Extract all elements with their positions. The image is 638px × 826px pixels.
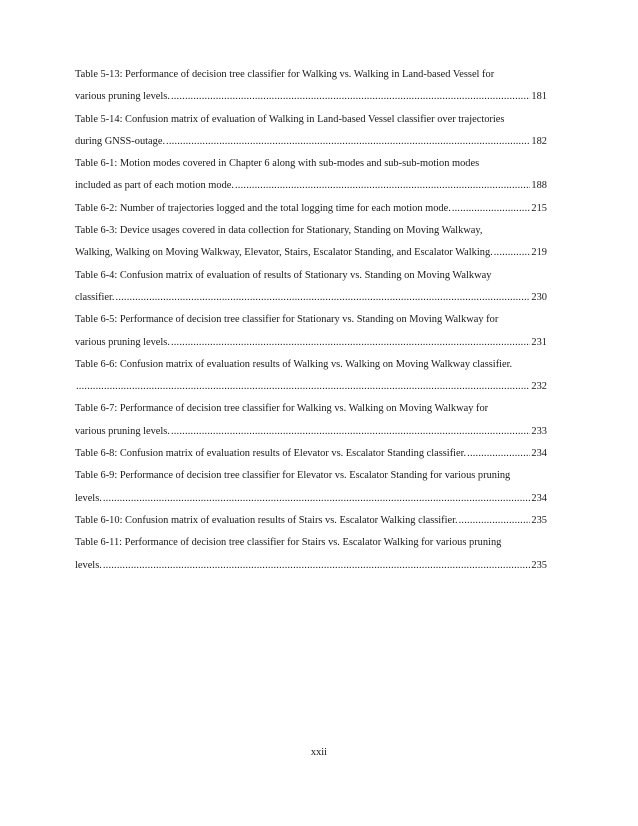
toc-entry-leader-line xyxy=(75,242,547,264)
toc-entry-page-number: 235 xyxy=(531,559,547,571)
toc-entry[interactable] xyxy=(75,532,547,577)
toc-entry-text: Table 6-11: Performance of decision tree classifier for Stairs vs. Escalator Walking for various pruning xyxy=(75,537,502,549)
toc-entry-text: Table 6-1: Motion modes covered in Chapter 6 along with sub-modes and sub-sub-motion modes xyxy=(75,158,480,170)
list-of-tables xyxy=(75,64,547,577)
toc-entry[interactable] xyxy=(75,398,547,443)
toc-entry[interactable] xyxy=(75,510,547,532)
toc-entry[interactable] xyxy=(75,354,547,399)
dot-leader xyxy=(171,421,530,443)
toc-entry[interactable] xyxy=(75,309,547,354)
toc-entry-title xyxy=(75,354,547,376)
toc-entry[interactable] xyxy=(75,265,547,310)
toc-entry-page-number: 233 xyxy=(531,425,547,437)
toc-entry[interactable] xyxy=(75,109,547,154)
dot-leader xyxy=(467,443,530,465)
toc-entry-text: levels. xyxy=(75,559,102,571)
dot-leader xyxy=(103,488,531,510)
toc-entry-leader-line xyxy=(75,86,547,108)
toc-entry-text: during GNSS-outage. xyxy=(75,135,166,147)
toc-entry-text: Table 6-5: Performance of decision tree classifier for Stationary vs. Standing on Moving Walkway for xyxy=(75,314,499,326)
toc-entry-title xyxy=(75,64,547,86)
toc-entry-page-number: 215 xyxy=(531,202,547,214)
toc-entry[interactable] xyxy=(75,465,547,510)
toc-entry[interactable] xyxy=(75,64,547,109)
toc-entry-text: Table 6-8: Confusion matrix of evaluation results of Elevator vs. Escalator Standing classifier. xyxy=(75,448,467,460)
toc-entry-text: classifier. xyxy=(75,291,115,303)
dot-leader xyxy=(166,131,530,153)
toc-entry-title xyxy=(75,465,547,487)
toc-entry-leader-line xyxy=(75,376,547,398)
toc-entry-text: Table 6-2: Number of trajectories logged and the total logging time for each motion mode. xyxy=(75,202,451,214)
dot-leader xyxy=(103,555,531,577)
toc-entry-leader-line xyxy=(75,332,547,354)
toc-entry-page-number: 231 xyxy=(531,336,547,348)
toc-entry-title xyxy=(75,398,547,420)
toc-entry-text: various pruning levels. xyxy=(75,91,170,103)
toc-entry-leader-line xyxy=(75,287,547,309)
toc-entry-leader-line xyxy=(75,555,547,577)
toc-entry-text: Table 5-13: Performance of decision tree classifier for Walking vs. Walking in Land-based Vessel for xyxy=(75,69,495,80)
toc-entry-leader-line xyxy=(75,510,547,532)
toc-entry-leader-line xyxy=(75,198,547,220)
dot-leader xyxy=(76,376,530,398)
toc-entry-title xyxy=(75,220,547,242)
dot-leader xyxy=(494,242,531,264)
toc-entry-text: Walking, Walking on Moving Walkway, Elevator, Stairs, Escalator Standing, and Escalator Walking. xyxy=(75,247,493,259)
dot-leader xyxy=(452,198,531,220)
dot-leader xyxy=(459,510,531,532)
toc-entry-leader-line xyxy=(75,421,547,443)
toc-entry-page-number: 235 xyxy=(531,514,547,526)
toc-entry-text: Table 5-14: Confusion matrix of evaluation of Walking in Land-based Vessel classifier over trajectories xyxy=(75,113,505,125)
toc-entry[interactable] xyxy=(75,443,547,465)
toc-entry-page-number: 181 xyxy=(531,91,547,103)
toc-entry-text: Table 6-4: Confusion matrix of evaluation of results of Stationary vs. Standing on Moving Walkway xyxy=(75,269,492,281)
toc-entry-title xyxy=(75,109,547,131)
dot-leader xyxy=(171,86,530,108)
dot-leader xyxy=(116,287,531,309)
toc-entry-page-number: 188 xyxy=(531,180,547,192)
toc-entry-page-number: 182 xyxy=(531,135,547,147)
toc-entry-page-number: 234 xyxy=(531,492,547,504)
toc-entry-page-number: 232 xyxy=(531,381,547,393)
toc-entry-page-number: 230 xyxy=(531,291,547,303)
toc-entry-text: included as part of each motion mode. xyxy=(75,180,234,192)
toc-entry-text: various pruning levels. xyxy=(75,336,170,348)
toc-entry[interactable] xyxy=(75,153,547,198)
toc-entry[interactable] xyxy=(75,198,547,220)
toc-entry-title xyxy=(75,153,547,175)
toc-entry-leader-line xyxy=(75,488,547,510)
dot-leader xyxy=(235,175,530,197)
toc-entry-text: Table 6-6: Confusion matrix of evaluation results of Walking vs. Walking on Moving Walkway classifier. xyxy=(75,358,513,370)
toc-entry-text: levels. xyxy=(75,492,102,504)
toc-entry-leader-line xyxy=(75,443,547,465)
toc-entry-text: Table 6-10: Confusion matrix of evaluation results of Stairs vs. Escalator Walking classifier. xyxy=(75,514,458,526)
toc-entry-page-number: 234 xyxy=(531,448,547,460)
toc-entry-page-number: 219 xyxy=(531,247,547,259)
toc-entry[interactable] xyxy=(75,220,547,265)
dot-leader xyxy=(171,332,530,354)
toc-entry-title xyxy=(75,532,547,554)
toc-entry-text: various pruning levels. xyxy=(75,425,170,437)
toc-entry-text: Table 6-9: Performance of decision tree classifier for Elevator vs. Escalator Standing for various pruning xyxy=(75,470,511,482)
page-number: xxii xyxy=(310,747,328,758)
toc-entry-text: Table 6-7: Performance of decision tree classifier for Walking vs. Walking on Moving Walkway for xyxy=(75,403,489,415)
toc-entry-title xyxy=(75,265,547,287)
toc-entry-title xyxy=(75,309,547,331)
toc-entry-leader-line xyxy=(75,131,547,153)
toc-entry-text: Table 6-3: Device usages covered in data collection for Stationary, Standing on Moving Walkway, xyxy=(75,225,483,237)
toc-entry-leader-line xyxy=(75,175,547,197)
